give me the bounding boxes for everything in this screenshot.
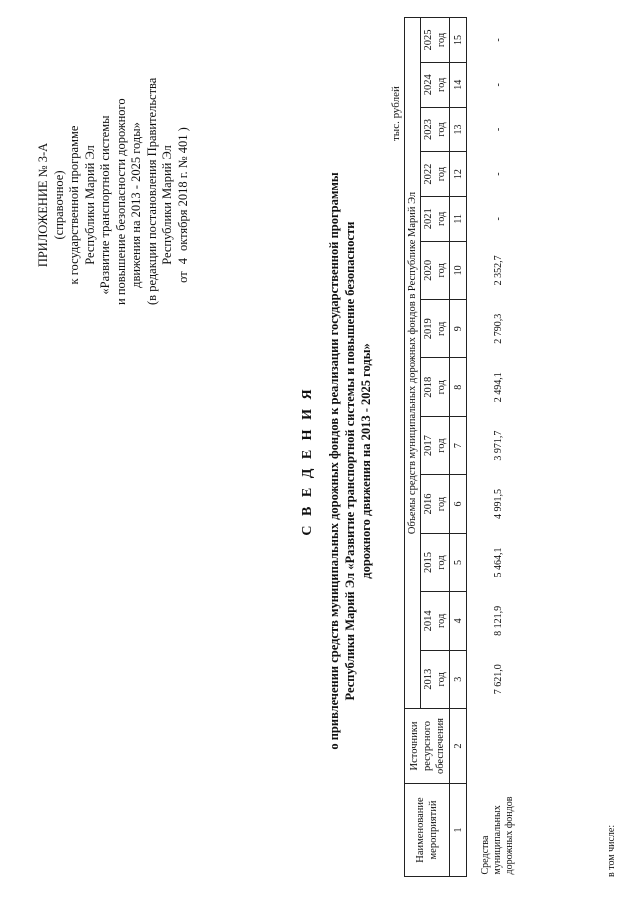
year-unit: год <box>436 380 447 395</box>
column-number: 4 <box>450 592 467 650</box>
title-line: о привлечении средств муниципальных дорожных фондов к реализации государственной программы <box>327 172 341 750</box>
year-unit: год <box>436 672 447 687</box>
header-year <box>421 300 450 358</box>
column-number: 15 <box>450 18 467 63</box>
header-year <box>421 475 450 533</box>
row-source <box>467 709 530 784</box>
header-year <box>421 592 450 650</box>
header-name: Наименование мероприятий <box>405 784 450 877</box>
year-value: 2022 <box>423 163 434 185</box>
header-year <box>421 196 450 241</box>
column-number: 7 <box>450 416 467 474</box>
heading: С В Е Д Е Н И Я <box>300 386 315 536</box>
year-unit: год <box>436 77 447 92</box>
column-number: 14 <box>450 62 467 107</box>
appendix-text: и повышение безопасности дорожного <box>113 98 128 305</box>
header-year <box>421 416 450 474</box>
year-unit: год <box>436 32 447 48</box>
header-year <box>421 107 450 152</box>
year-value: 2015 <box>423 551 434 573</box>
year-value: 2021 <box>423 208 434 230</box>
value-cell: 3 971,7 <box>492 430 504 461</box>
value-cell: 5 464,1 <box>492 547 504 578</box>
year-value: 2016 <box>423 493 434 515</box>
date-suffix: ) <box>175 127 190 132</box>
year-value: 2017 <box>423 435 434 457</box>
year-unit: год <box>436 211 447 226</box>
year-value: 2024 <box>423 74 434 96</box>
header-group: Объемы средств муниципальных дорожных фондов в Республике Марий Эл <box>405 18 421 709</box>
header-year <box>421 650 450 708</box>
column-number: 1 <box>450 784 467 877</box>
year-unit: год <box>436 555 447 570</box>
column-number: 3 <box>450 650 467 708</box>
document-title <box>300 81 374 841</box>
value-cell: - <box>492 172 504 176</box>
column-number: 11 <box>450 196 467 241</box>
date-day: 4 <box>175 258 190 265</box>
year-unit: год <box>436 263 447 278</box>
column-number: 6 <box>450 475 467 533</box>
appendix-reference-note: (справочное) <box>51 170 66 240</box>
year-value: 2013 <box>423 668 434 690</box>
column-number: 12 <box>450 152 467 197</box>
column-number: 2 <box>450 709 467 784</box>
header-year <box>421 533 450 591</box>
year-unit: год <box>436 438 447 453</box>
year-unit: год <box>436 122 447 137</box>
column-number: 8 <box>450 358 467 416</box>
title-line: дорожного движения на 2013 - 2025 годы» <box>359 343 373 579</box>
year-value: 2020 <box>423 259 434 281</box>
header-year <box>421 241 450 299</box>
document-number: 401 <box>175 134 190 154</box>
value-cell: - <box>492 38 504 42</box>
column-number: 13 <box>450 107 467 152</box>
value-cell: 2 352,7 <box>492 255 504 286</box>
column-number: 5 <box>450 533 467 591</box>
header-year <box>421 18 450 63</box>
value-cell: - <box>492 217 504 221</box>
appendix-text: Республики Марий Эл <box>82 145 97 265</box>
appendix-date-line <box>176 105 192 305</box>
units-label: тыс. рублей <box>390 86 402 141</box>
funding-table <box>404 17 529 877</box>
appendix-text: к государственной программе <box>67 125 81 285</box>
date-prefix: от <box>175 271 190 283</box>
year-value: 2018 <box>423 376 434 398</box>
year-value: 2019 <box>423 318 434 340</box>
including-label: в том числе: <box>606 824 617 877</box>
row-name: Средства муниципальных дорожных фондов <box>480 796 515 875</box>
header-year <box>421 358 450 416</box>
year-value: 2014 <box>423 610 434 632</box>
appendix-text: «Развитие транспортной системы <box>98 115 112 295</box>
year-value: 2023 <box>423 118 434 140</box>
value-cell: 4 991,5 <box>492 489 504 520</box>
value-cell: 2 494,1 <box>492 372 504 403</box>
column-number: 10 <box>450 241 467 299</box>
year-unit: год <box>436 496 447 512</box>
appendix-title: ПРИЛОЖЕНИЕ № 3-А <box>36 142 50 268</box>
year-unit: год <box>436 321 447 336</box>
header-year <box>421 152 450 197</box>
value-cell: 8 121,9 <box>492 605 504 636</box>
column-number: 9 <box>450 300 467 358</box>
value-cell: 7 621,0 <box>492 664 504 695</box>
appendix-text: движения на 2013 - 2025 годы» <box>129 122 143 288</box>
value-cell: 2 790,3 <box>492 313 504 344</box>
value-cell: - <box>492 83 504 87</box>
year-unit: год <box>436 166 447 182</box>
appendix-text: Республики Марий Эл <box>160 145 174 265</box>
header-source: Источники ресурсного обеспечения <box>405 709 450 784</box>
appendix-text: (в редакции постановления Правительства <box>144 77 159 305</box>
title-line: Республики Марий Эл «Развитие транспортной системы и повышение безопасности <box>343 221 357 701</box>
date-month: октября 2018 г. № <box>175 156 190 252</box>
year-value: 2025 <box>423 29 434 51</box>
value-cell: - <box>492 127 504 132</box>
header-year <box>421 62 450 107</box>
year-unit: год <box>436 613 447 629</box>
appendix-block <box>36 77 191 305</box>
